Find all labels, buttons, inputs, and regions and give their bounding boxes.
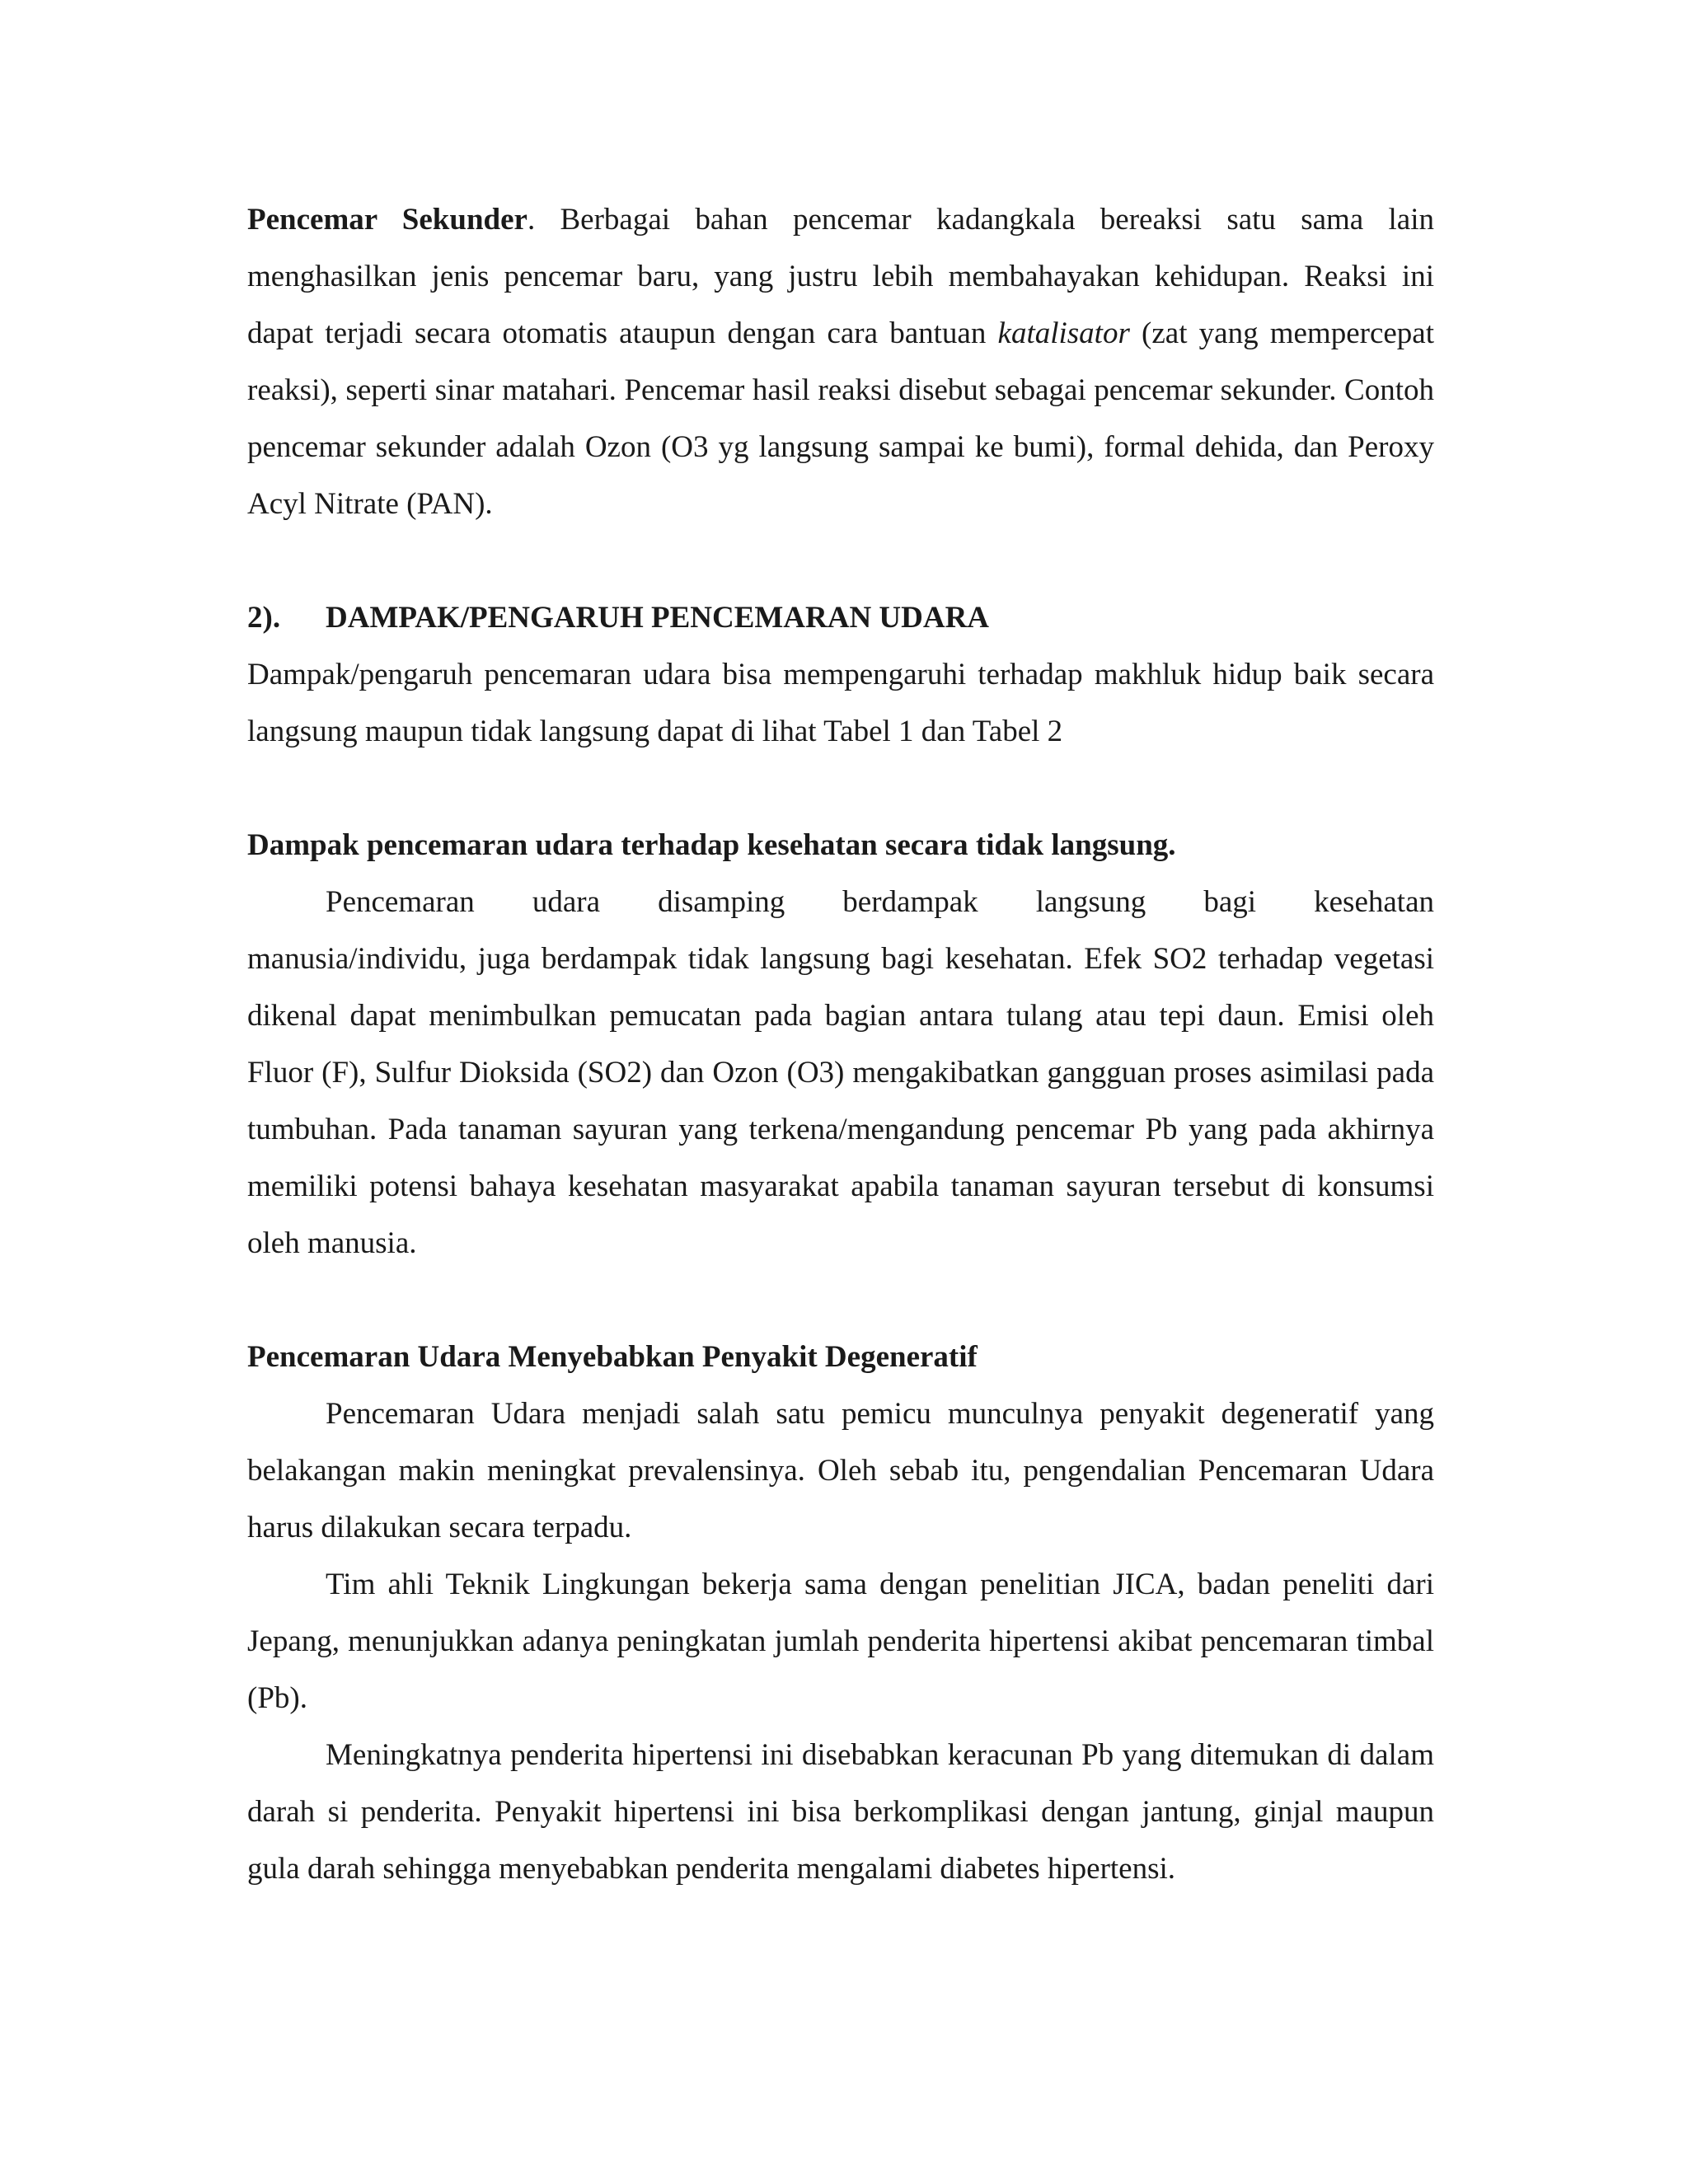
- paragraph-degeneratif-3: Meningkatnya penderita hipertensi ini disebabkan keracunan Pb yang ditemukan di dalam darah si penderita. Penyakit hipertensi ini bisa berkomplikasi dengan jantung, ginjal maupun gula darah sehingga menyebabkan penderita mengalami diabetes hipertensi.: [247, 1738, 1434, 1886]
- paragraph-pencemar-sekunder: [247, 191, 1434, 532]
- paragraph-degeneratif-1: Pencemaran Udara menjadi salah satu pemicu munculnya penyakit degeneratif yang belakangan makin meningkat prevalensinya. Oleh sebab itu, pengendalian Pencemaran Udara harus dilakukan secara terpadu.: [247, 1397, 1434, 1544]
- section-heading-dampak: [247, 589, 1434, 646]
- paragraph-text: (zat yang mempercepat reaksi), seperti sinar matahari. Pencemar hasil reaksi disebut sebagai pencemar sekunder. Contoh pencemar sekunder adalah Ozon (O3 yg langsung sampai ke bumi), formal dehida, dan Peroxy Acyl Nitrate (PAN).: [247, 316, 1435, 521]
- term-katalisator: katalisator: [997, 316, 1130, 350]
- section-heading-degeneratif: Pencemaran Udara Menyebabkan Penyakit Degeneratif: [247, 1340, 978, 1374]
- document-body: [247, 191, 1434, 1897]
- paragraph-text: . Berbagai bahan pencemar kadangkala bereaksi satu sama lain menghasilkan jenis pencemar baru, yang justru lebih membahayakan kehidupan. Reaksi ini dapat terjadi secara otomatis ataupun dengan cara bantuan: [247, 203, 1434, 350]
- term-pencemar-sekunder: Pencemar Sekunder: [247, 203, 528, 237]
- spacer: [247, 1272, 1434, 1329]
- paragraph-degeneratif-2: Tim ahli Teknik Lingkungan bekerja sama dengan penelitian JICA, badan peneliti dari Jepang, menunjukkan adanya peningkatan jumlah penderita hipertensi akibat pencemaran timbal (Pb).: [247, 1568, 1434, 1715]
- paragraph-tidak-langsung-first-line: Pencemaran udara disamping berdampak langsung bagi kesehatan: [326, 885, 1434, 919]
- paragraph-tidak-langsung: manusia/individu, juga berdampak tidak langsung bagi kesehatan. Efek SO2 terhadap vegetasi dikenal dapat menimbulkan pemucatan pada bagian antara tulang atau tepi daun. Emisi oleh Fluor (F), Sulfur Dioksida (SO2) dan Ozon (O3) mengakibatkan gangguan proses asimilasi pada tumbuhan. Pada tanaman sayuran yang terkena/mengandung pencemar Pb yang pada akhirnya memiliki potensi bahaya kesehatan masyarakat apabila tanaman sayuran tersebut di konsumsi oleh manusia.: [247, 942, 1434, 1260]
- spacer: [247, 532, 1434, 589]
- paragraph-dampak: Dampak/pengaruh pencemaran udara bisa mempengaruhi terhadap makhluk hidup baik secara langsung maupun tidak langsung dapat di lihat Tabel 1 dan Tabel 2: [247, 658, 1434, 748]
- section-heading-tidak-langsung: Dampak pencemaran udara terhadap kesehatan secara tidak langsung.: [247, 828, 1176, 862]
- section-number: 2).: [247, 601, 281, 635]
- section-title: DAMPAK/PENGARUH PENCEMARAN UDARA: [326, 601, 990, 635]
- spacer: [247, 760, 1434, 817]
